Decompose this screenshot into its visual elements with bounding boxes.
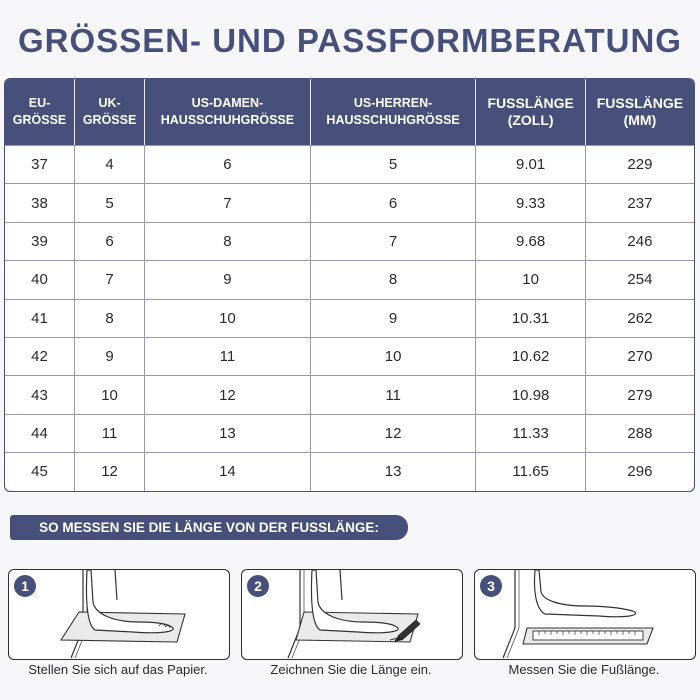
us-women-size-cell: 12 — [145, 375, 311, 413]
foot-length-mm-cell: 279 — [586, 375, 694, 413]
us-women-size-cell: 7 — [145, 183, 311, 221]
header-us-women-size: US-DAMEN- HAUSSCHUHGRÖSSE — [145, 79, 311, 145]
foot-length-inch-cell: 9.33 — [476, 183, 585, 221]
eu-size-cell: 42 — [5, 337, 75, 375]
eu-size-cell: 44 — [5, 414, 75, 452]
us-men-size-cell: 11 — [311, 375, 477, 413]
pencil-mark-icon — [242, 570, 462, 659]
header-eu-size: EU- GRÖSSE — [5, 79, 75, 145]
uk-size-cell: 5 — [75, 183, 145, 221]
foot-length-inch-cell: 10.98 — [476, 375, 585, 413]
eu-size-cell: 41 — [5, 299, 75, 337]
us-women-size-cell: 9 — [145, 260, 311, 298]
uk-size-cell: 9 — [75, 337, 145, 375]
eu-size-cell: 38 — [5, 183, 75, 221]
foot-length-inch-cell: 11.33 — [476, 414, 585, 452]
table-row — [5, 299, 694, 337]
table-row — [5, 145, 694, 183]
us-men-size-cell: 12 — [311, 414, 477, 452]
table-row — [5, 260, 694, 298]
uk-size-cell: 10 — [75, 375, 145, 413]
foot-length-mm-cell: 262 — [586, 299, 694, 337]
us-women-size-cell: 14 — [145, 452, 311, 490]
foot-length-inch-cell: 10.31 — [476, 299, 585, 337]
us-women-size-cell: 8 — [145, 222, 311, 260]
us-women-size-cell: 10 — [145, 299, 311, 337]
header-foot-length-inch: FUSSLÄNGE (ZOLL) — [476, 79, 585, 145]
foot-length-mm-cell: 254 — [586, 260, 694, 298]
foot-length-inch-cell: 9.01 — [476, 145, 585, 183]
us-women-size-cell: 6 — [145, 145, 311, 183]
table-row — [5, 222, 694, 260]
foot-length-mm-cell: 237 — [586, 183, 694, 221]
foot-length-mm-cell: 288 — [586, 414, 694, 452]
step-card-1 — [8, 569, 230, 660]
foot-on-paper-icon — [9, 570, 229, 659]
us-men-size-cell: 9 — [311, 299, 477, 337]
foot-length-mm-cell: 296 — [586, 452, 694, 490]
table-row — [5, 452, 694, 490]
foot-length-inch-cell: 10 — [476, 260, 585, 298]
step-number-1: 1 — [14, 575, 36, 597]
uk-size-cell: 8 — [75, 299, 145, 337]
step-caption-1: Stellen Sie sich auf das Papier. — [28, 662, 208, 677]
foot-length-mm-cell: 229 — [586, 145, 694, 183]
uk-size-cell: 6 — [75, 222, 145, 260]
eu-size-cell: 37 — [5, 145, 75, 183]
table-row — [5, 375, 694, 413]
foot-length-inch-cell: 10.62 — [476, 337, 585, 375]
us-men-size-cell: 5 — [311, 145, 477, 183]
us-men-size-cell: 8 — [311, 260, 477, 298]
step-caption-2: Zeichnen Sie die Länge ein. — [270, 662, 432, 677]
measure-instructions-heading: SO MESSEN SIE DIE LÄNGE VON DER FUSSLÄNGE: — [10, 515, 408, 540]
table-body — [5, 145, 694, 491]
header-us-men-size: US-HERREN- HAUSSCHUHGRÖSSE — [311, 79, 477, 145]
eu-size-cell: 40 — [5, 260, 75, 298]
page-title: GRÖSSEN- UND PASSFORMBERATUNG — [18, 22, 682, 59]
foot-length-mm-cell: 270 — [586, 337, 694, 375]
us-men-size-cell: 13 — [311, 452, 477, 490]
step-card-2 — [241, 569, 463, 660]
uk-size-cell: 11 — [75, 414, 145, 452]
foot-length-inch-cell: 11.65 — [476, 452, 585, 490]
step-caption-3: Messen Sie die Fußlänge. — [508, 662, 660, 677]
step-number-2: 2 — [247, 575, 269, 597]
eu-size-cell: 43 — [5, 375, 75, 413]
us-women-size-cell: 11 — [145, 337, 311, 375]
eu-size-cell: 45 — [5, 452, 75, 490]
us-men-size-cell: 6 — [311, 183, 477, 221]
table-header-row — [5, 79, 694, 145]
us-women-size-cell: 13 — [145, 414, 311, 452]
uk-size-cell: 7 — [75, 260, 145, 298]
header-foot-length-mm: FUSSLÄNGE (MM) — [586, 79, 694, 145]
step-number-3: 3 — [480, 575, 502, 597]
us-men-size-cell: 10 — [311, 337, 477, 375]
eu-size-cell: 39 — [5, 222, 75, 260]
step-card-3 — [474, 569, 696, 660]
header-uk-size: UK- GRÖSSE — [75, 79, 145, 145]
us-men-size-cell: 7 — [311, 222, 477, 260]
uk-size-cell: 4 — [75, 145, 145, 183]
table-row — [5, 337, 694, 375]
uk-size-cell: 12 — [75, 452, 145, 490]
size-chart-table — [4, 78, 695, 492]
ruler-icon — [475, 570, 695, 659]
foot-length-mm-cell: 246 — [586, 222, 694, 260]
foot-length-inch-cell: 9.68 — [476, 222, 585, 260]
table-row — [5, 414, 694, 452]
table-row — [5, 183, 694, 221]
